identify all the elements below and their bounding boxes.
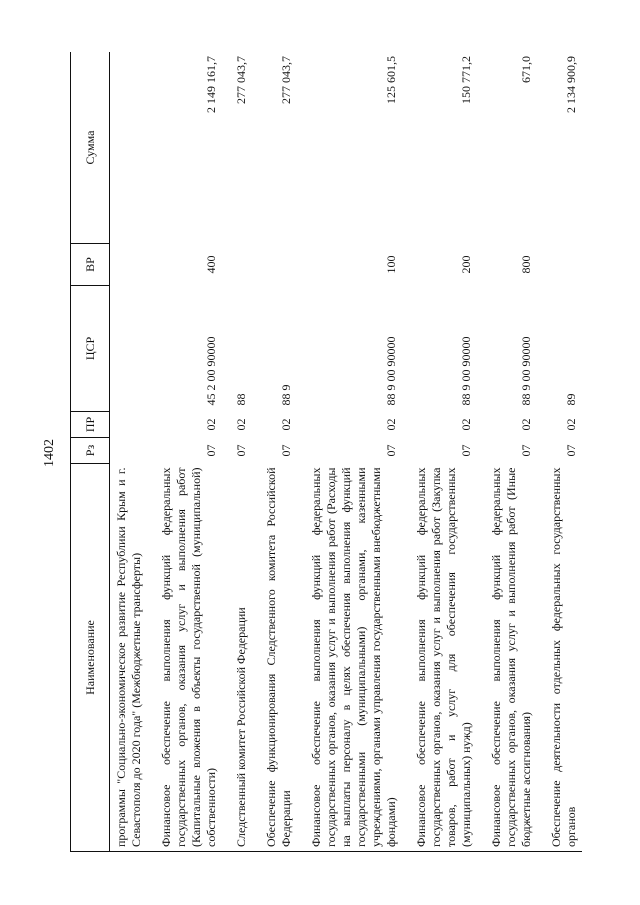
row-pr: 02 — [279, 418, 293, 431]
header-csr: ЦСР — [71, 286, 110, 412]
table-row — [155, 52, 222, 852]
row-sum: 2 134 900,9 — [545, 52, 582, 244]
table-row — [260, 52, 297, 852]
row-pr — [110, 412, 148, 438]
table-row — [410, 52, 477, 852]
row-vr: 400 — [204, 255, 218, 274]
row-vr — [260, 244, 297, 286]
row-pr: 02 — [234, 418, 248, 431]
row-rz: 07 — [564, 444, 578, 457]
row-name: Финансовое обеспечение выполнения функций федеральных государственных органов, оказания услуг и выполнения работ (Капитальные вложения в объекты государственной (муниципальной) собственности) — [155, 464, 222, 852]
row-name: Обеспечение деятельности отдельных федеральных государственных органов — [545, 464, 582, 852]
row-vr: 100 — [384, 255, 398, 274]
row-sum: 150 771,2 — [410, 52, 477, 244]
row-pr: 02 — [564, 418, 578, 431]
row-csr: 88 9 00 90000 — [519, 336, 533, 406]
row-rz: 07 — [279, 444, 293, 457]
table-row — [545, 52, 582, 852]
row-sum: 671,0 — [485, 52, 537, 244]
row-rz: 07 — [384, 444, 398, 457]
row-csr: 88 — [234, 393, 248, 406]
table-row — [485, 52, 537, 852]
row-pr: 02 — [384, 418, 398, 431]
row-name: Следственный комитет Российской Федерации — [230, 464, 252, 852]
budget-table-sheet — [70, 52, 635, 852]
rotated-table-frame — [70, 52, 635, 852]
row-sum: 125 601,5 — [305, 52, 402, 244]
row-sum: 2 149 161,7 — [155, 52, 222, 244]
row-name: Финансовое обеспечение выполнения функций федеральных государственных органов, оказания услуг и выполнения работ (Закупка товаров, работ и услуг для обеспечения государственных (муниципальных) нужд) — [410, 464, 477, 852]
row-rz: 07 — [459, 444, 473, 457]
row-csr: 88 9 00 90000 — [459, 336, 473, 406]
table-header-row — [71, 52, 110, 852]
budget-table — [70, 52, 582, 852]
row-rz — [110, 438, 148, 464]
row-rz: 07 — [204, 444, 218, 457]
row-sum: 277 043,7 — [230, 52, 252, 244]
header-sum: Сумма — [71, 52, 110, 244]
row-vr: 800 — [519, 255, 533, 274]
header-name: Наименование — [71, 464, 110, 852]
row-vr: 200 — [459, 255, 473, 274]
row-name: Финансовое обеспечение выполнения функций федеральных государственных органов, оказания услуг и выполнения работ (Расходы на выплаты персоналу в целях обеспечения выполнения функций государственными (муниципальными) органами, казенными учреждениями, органами управления государственными внебюджетными фондами) — [305, 464, 402, 852]
table-row — [305, 52, 402, 852]
row-vr — [230, 244, 252, 286]
row-name: программы "Социально-экономическое развитие Республики Крым и г. Севастополя до 2020 года" (Межбюджетные трансферты) — [110, 464, 148, 852]
header-rz: Рз — [71, 438, 110, 464]
page-number: 1402 — [42, 439, 57, 467]
row-pr: 02 — [459, 418, 473, 431]
header-pr: ПР — [71, 412, 110, 438]
row-vr — [110, 244, 148, 286]
header-vr: ВР — [71, 244, 110, 286]
row-csr: 88 9 00 90000 — [384, 336, 398, 406]
row-pr: 02 — [204, 418, 218, 431]
row-name: Финансовое обеспечение выполнения функций федеральных государственных органов, оказания услуг и выполнения работ (Иные бюджетные ассигнования) — [485, 464, 537, 852]
row-rz: 07 — [519, 444, 533, 457]
row-sum: 277 043,7 — [260, 52, 297, 244]
row-csr: 88 9 — [279, 384, 293, 406]
row-pr: 02 — [519, 418, 533, 431]
row-csr — [110, 286, 148, 412]
table-row — [230, 52, 252, 852]
table-row — [110, 52, 148, 852]
row-csr: 89 — [564, 393, 578, 406]
row-sum — [110, 52, 148, 244]
row-vr — [545, 244, 582, 286]
row-csr: 45 2 00 90000 — [204, 336, 218, 406]
row-rz: 07 — [234, 444, 248, 457]
row-name: Обеспечение функционирования Следственного комитета Российской Федерации — [260, 464, 297, 852]
